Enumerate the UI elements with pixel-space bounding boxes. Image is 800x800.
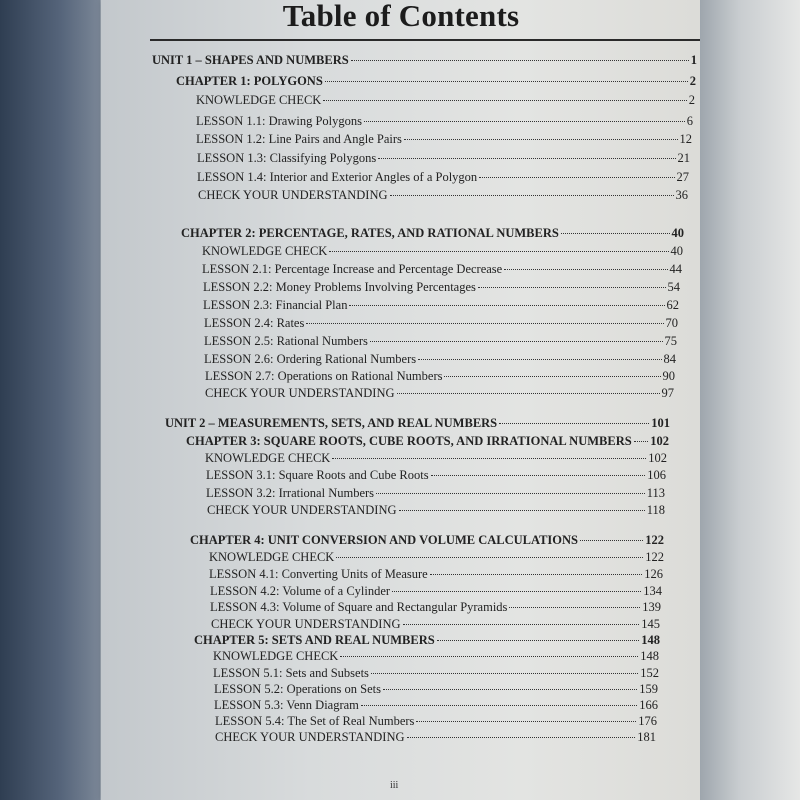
leader-dots — [444, 376, 660, 377]
toc-entry-page: 118 — [646, 503, 665, 517]
toc-entry-page: 36 — [675, 188, 688, 202]
toc-entry-label: LESSON 4.1: Converting Units of Measure — [209, 567, 428, 581]
toc-entry-page: 2 — [688, 93, 695, 107]
toc-entry-label: CHAPTER 5: SETS AND REAL NUMBERS — [194, 633, 435, 647]
toc-entry — [204, 334, 677, 351]
toc-entry-page: 148 — [640, 649, 659, 663]
toc-entry-page: 139 — [642, 600, 661, 614]
leader-dots — [479, 177, 674, 178]
toc-entry — [213, 649, 659, 666]
toc-entry-label: CHAPTER 4: UNIT CONVERSION AND VOLUME CALCULATIONS — [190, 533, 578, 547]
toc-entry-label: CHAPTER 3: SQUARE ROOTS, CUBE ROOTS, AND IRRATIONAL NUMBERS — [186, 434, 632, 448]
toc-entry — [196, 114, 693, 131]
toc-entry — [205, 369, 675, 386]
leader-dots — [431, 475, 646, 476]
toc-entry — [197, 170, 689, 187]
leader-dots — [416, 721, 636, 722]
leader-dots — [370, 341, 663, 342]
toc-entry-label: CHECK YOUR UNDERSTANDING — [211, 617, 401, 631]
leader-dots — [332, 458, 646, 459]
toc-entry-label: LESSON 2.1: Percentage Increase and Percentage Decrease — [202, 262, 503, 276]
toc-entry — [215, 730, 656, 747]
toc-entry-page: 54 — [667, 280, 680, 294]
toc-entry-page: 6 — [686, 114, 693, 128]
toc-entry-page: 134 — [643, 584, 662, 598]
toc-entry — [209, 550, 664, 567]
toc-entry-label: LESSON 1.3: Classifying Polygons — [197, 151, 377, 165]
leader-dots — [340, 656, 638, 657]
toc-entry-label: LESSON 2.6: Ordering Rational Numbers — [204, 352, 417, 366]
toc-entry-label: LESSON 2.3: Financial Plan — [203, 298, 348, 312]
toc-entry-page: 62 — [666, 298, 679, 312]
leader-dots — [364, 121, 685, 122]
toc-entry — [211, 617, 660, 634]
leader-dots — [390, 195, 674, 196]
toc-entry — [202, 262, 682, 279]
toc-entry-label: LESSON 1.4: Interior and Exterior Angles of a Polygon — [197, 170, 478, 184]
title-rule — [150, 39, 700, 41]
toc-entry-label: UNIT 2 – MEASUREMENTS, SETS, AND REAL NUMBERS — [165, 416, 498, 430]
toc-entry-label: LESSON 1.1: Drawing Polygons — [196, 114, 362, 128]
toc-entry — [205, 386, 674, 403]
toc-entry-label: CHECK YOUR UNDERSTANDING — [207, 503, 397, 517]
toc-entry — [206, 486, 665, 503]
leader-dots — [306, 323, 663, 324]
toc-entry-page: 145 — [641, 617, 660, 631]
toc-entry-page: 152 — [640, 666, 659, 680]
toc-entry-page: 12 — [679, 132, 692, 146]
toc-entry — [176, 74, 696, 91]
toc-entry-page: 27 — [676, 170, 689, 184]
toc-entry — [197, 151, 690, 168]
toc-entry — [203, 280, 680, 297]
leader-dots — [325, 81, 688, 82]
toc-entry-page: 101 — [651, 416, 670, 430]
toc-entry-page: 166 — [639, 698, 658, 712]
toc-entry-label: LESSON 5.2: Operations on Sets — [214, 682, 382, 696]
toc-entry-page: 21 — [677, 151, 690, 165]
toc-entry-label: LESSON 2.2: Money Problems Involving Percentages — [203, 280, 476, 294]
toc-entry — [204, 352, 676, 369]
toc-entry — [207, 503, 665, 520]
toc-entry — [205, 451, 667, 468]
toc-entry — [203, 298, 679, 315]
toc-entry-label: CHECK YOUR UNDERSTANDING — [198, 188, 388, 202]
leader-dots — [371, 673, 638, 674]
leader-dots — [403, 624, 640, 625]
toc-entry — [196, 93, 695, 110]
leader-dots — [430, 574, 643, 575]
toc-entry-page: 113 — [646, 486, 665, 500]
toc-entry-label: LESSON 3.2: Irrational Numbers — [206, 486, 375, 500]
toc-entry-label: CHECK YOUR UNDERSTANDING — [215, 730, 405, 744]
toc-entry-page: 122 — [645, 550, 664, 564]
toc-entry-label: LESSON 3.1: Square Roots and Cube Roots — [206, 468, 429, 482]
toc-entry-label: KNOWLEDGE CHECK — [213, 649, 339, 663]
leader-dots — [378, 158, 675, 159]
leader-dots — [397, 393, 660, 394]
toc-entry-page: 181 — [637, 730, 656, 744]
toc-entry-page: 159 — [639, 682, 658, 696]
toc-entry — [204, 316, 678, 333]
toc-entry-page: 102 — [650, 434, 669, 448]
toc-entry-label: LESSON 5.4: The Set of Real Numbers — [215, 714, 415, 728]
toc-entry-label: KNOWLEDGE CHECK — [202, 244, 328, 258]
leader-dots — [580, 540, 643, 541]
leader-dots — [407, 737, 636, 738]
toc-entry-page: 122 — [645, 533, 664, 547]
toc-entry — [214, 698, 658, 715]
toc-entry — [190, 533, 664, 550]
toc-entry-page: 40 — [671, 226, 684, 240]
leader-dots — [336, 557, 643, 558]
toc-entry-label: CHECK YOUR UNDERSTANDING — [205, 386, 395, 400]
page-title: Table of Contents — [282, 0, 520, 33]
toc-entry-page: 90 — [662, 369, 675, 383]
toc-entry-label: LESSON 5.1: Sets and Subsets — [213, 666, 369, 680]
background-right — [700, 0, 800, 800]
leader-dots — [383, 689, 637, 690]
toc-entry-page: 148 — [641, 633, 660, 647]
toc-entry-page: 1 — [690, 53, 697, 67]
leader-dots — [509, 607, 640, 608]
toc-entry-label: CHAPTER 2: PERCENTAGE, RATES, AND RATIONAL NUMBERS — [181, 226, 559, 240]
toc-entry — [202, 244, 683, 261]
toc-entry-label: LESSON 2.4: Rates — [204, 316, 305, 330]
toc-entry-label: CHAPTER 1: POLYGONS — [176, 74, 323, 88]
leader-dots — [361, 705, 637, 706]
toc-entry — [210, 600, 661, 617]
toc-entry — [196, 132, 692, 149]
toc-entry-label: LESSON 1.2: Line Pairs and Angle Pairs — [196, 132, 402, 146]
toc-entry — [194, 633, 660, 650]
toc-entry-page: 70 — [665, 316, 678, 330]
toc-entry — [165, 416, 670, 433]
leader-dots — [634, 441, 649, 442]
toc-entry-label: KNOWLEDGE CHECK — [205, 451, 331, 465]
leader-dots — [478, 287, 666, 288]
toc-entry — [198, 188, 688, 205]
toc-entry — [214, 682, 658, 699]
toc-entry — [186, 434, 669, 451]
toc-entry — [213, 666, 659, 683]
leader-dots — [376, 493, 645, 494]
toc-entry-label: LESSON 5.3: Venn Diagram — [214, 698, 359, 712]
leader-dots — [499, 423, 649, 424]
toc-entry — [210, 584, 662, 601]
toc-entry-label: LESSON 4.3: Volume of Square and Rectangular Pyramids — [210, 600, 508, 614]
leader-dots — [437, 640, 640, 641]
toc-entry — [152, 53, 697, 70]
toc-entry — [206, 468, 666, 485]
toc-entry — [181, 226, 684, 243]
toc-entry-label: LESSON 2.7: Operations on Rational Numbers — [205, 369, 443, 383]
leader-dots — [504, 269, 667, 270]
toc-entry — [215, 714, 657, 731]
toc-entry-page: 176 — [638, 714, 657, 728]
toc-entry-label: KNOWLEDGE CHECK — [196, 93, 322, 107]
leader-dots — [404, 139, 678, 140]
leader-dots — [418, 359, 661, 360]
leader-dots — [561, 233, 670, 234]
toc-entry-page: 2 — [689, 74, 696, 88]
toc-entry-page: 75 — [664, 334, 677, 348]
toc-entry-page: 40 — [670, 244, 683, 258]
page-number: iii — [390, 780, 399, 791]
toc-entry-page: 126 — [644, 567, 663, 581]
toc-entry-label: UNIT 1 – SHAPES AND NUMBERS — [152, 53, 349, 67]
toc-entry — [209, 567, 663, 584]
leader-dots — [351, 60, 689, 61]
toc-entry-label: LESSON 4.2: Volume of a Cylinder — [210, 584, 391, 598]
toc-entry-page: 102 — [648, 451, 667, 465]
toc-entry-label: LESSON 2.5: Rational Numbers — [204, 334, 368, 348]
leader-dots — [323, 100, 686, 101]
leader-dots — [349, 305, 664, 306]
toc-entry-page: 84 — [663, 352, 676, 366]
leader-dots — [329, 251, 668, 252]
toc-entry-page: 44 — [669, 262, 682, 276]
leader-dots — [399, 510, 645, 511]
leader-dots — [392, 591, 641, 592]
toc-entry-label: KNOWLEDGE CHECK — [209, 550, 335, 564]
toc-entry-page: 106 — [647, 468, 666, 482]
toc-entry-page: 97 — [661, 386, 674, 400]
